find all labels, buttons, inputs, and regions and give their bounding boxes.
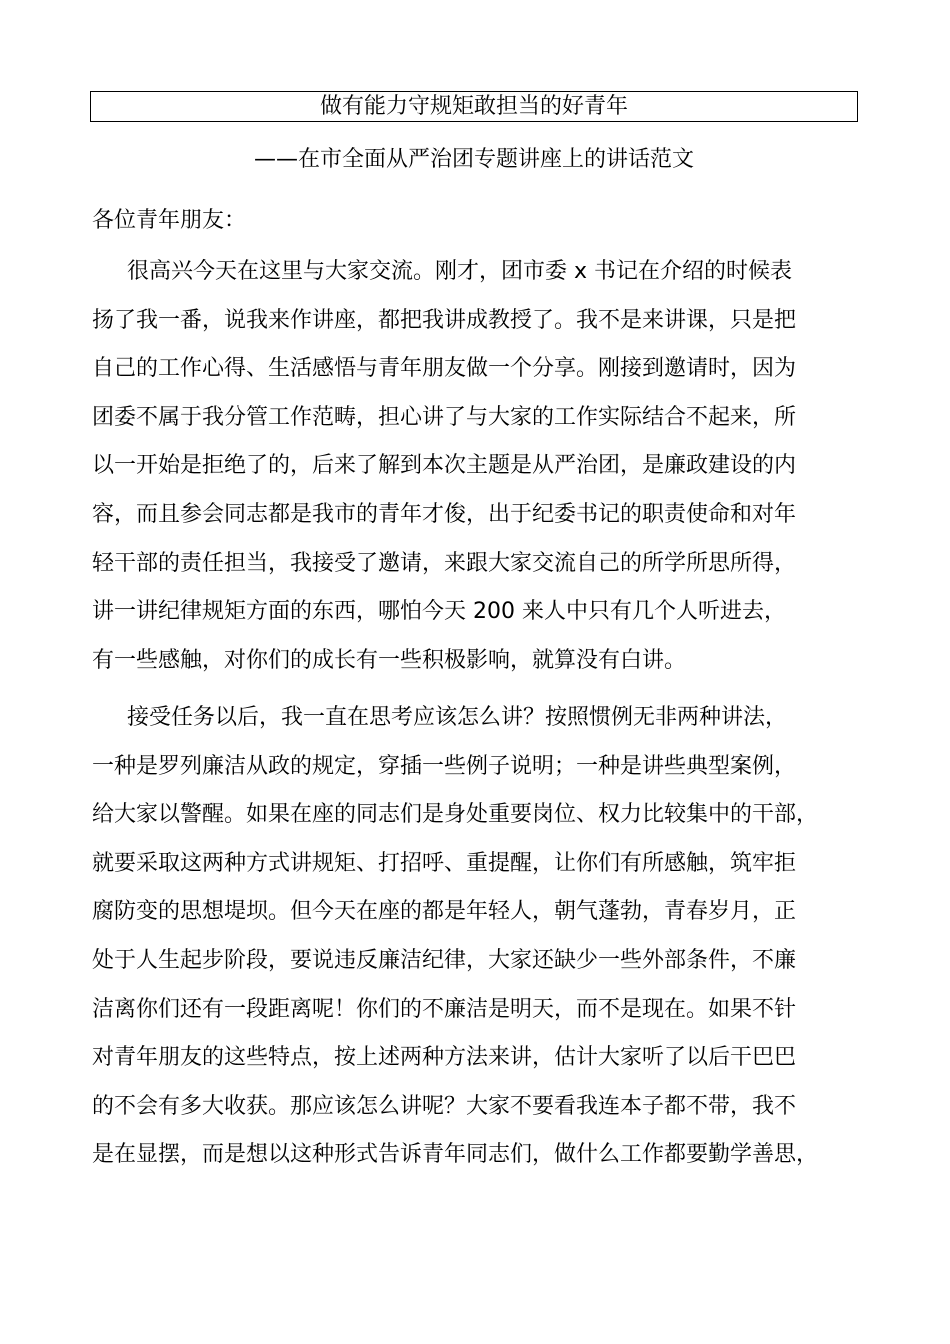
paragraph-line: 处于人生起步阶段，要说违反廉洁纪律，大家还缺少一些外部条件，不廉 — [92, 947, 797, 973]
paragraph-line: 是在显摆，而是想以这种形式告诉青年同志们，做什么工作都要勤学善思， — [92, 1142, 819, 1168]
paragraph-line: 以一开始是拒绝了的，后来了解到本次主题是从严治团，是廉政建设的内 — [92, 453, 797, 479]
paragraph-line: 团委不属于我分管工作范畴，担心讲了与大家的工作实际结合不起来，所 — [92, 404, 797, 430]
paragraph-1 — [92, 248, 872, 685]
paragraph-line: 容，而且参会同志都是我市的青年才俊，出于纪委书记的职责使命和对年 — [92, 501, 797, 527]
paragraph-line: 一种是罗列廉洁从政的规定，穿插一些例子说明；一种是讲些典型案例， — [92, 753, 797, 779]
paragraph-line: 腐防变的思想堤坝。但今天在座的都是年轻人，朝气蓬勃，青春岁月，正 — [92, 899, 797, 925]
paragraph-line: 讲一讲纪律规矩方面的东西，哪怕今天 200 来人中只有几个人听进去， — [92, 599, 786, 625]
paragraph-line: 有一些感触，对你们的成长有一些积极影响，就算没有白讲。 — [92, 647, 687, 673]
document-subtitle: ——在市全面从严治团专题讲座上的讲话范文 — [253, 147, 694, 172]
paragraph-line: 给大家以警醒。如果在座的同志们是身处重要岗位、权力比较集中的干部， — [92, 802, 819, 828]
document-title: 做有能力守规矩敢担当的好青年 — [90, 91, 858, 122]
salutation: 各位青年朋友： — [92, 208, 247, 233]
paragraph-2 — [92, 694, 872, 1180]
paragraph-line: 扬了我一番，说我来作讲座，都把我讲成教授了。我不是来讲课，只是把 — [92, 307, 797, 333]
paragraph-line: 洁离你们还有一段距离呢！你们的不廉洁是明天，而不是现在。如果不针 — [92, 996, 797, 1022]
paragraph-line: 就要采取这两种方式讲规矩、打招呼、重提醒，让你们有所感触，筑牢拒 — [92, 850, 797, 876]
paragraph-line: 轻干部的责任担当，我接受了邀请，来跟大家交流自己的所学所思所得， — [92, 550, 797, 576]
paragraph-line: 接受任务以后，我一直在思考应该怎么讲？按照惯例无非两种讲法， — [127, 705, 788, 730]
paragraph-line: 很高兴今天在这里与大家交流。刚才，团市委 x 书记在介绍的时候表 — [127, 259, 793, 284]
paragraph-line: 的不会有多大收获。那应该怎么讲呢？大家不要看我连本子都不带，我不 — [92, 1093, 797, 1119]
paragraph-line: 自己的工作心得、生活感悟与青年朋友做一个分享。刚接到邀请时，因为 — [92, 356, 797, 382]
paragraph-line: 对青年朋友的这些特点，按上述两种方法来讲，估计大家听了以后干巴巴 — [92, 1045, 797, 1071]
